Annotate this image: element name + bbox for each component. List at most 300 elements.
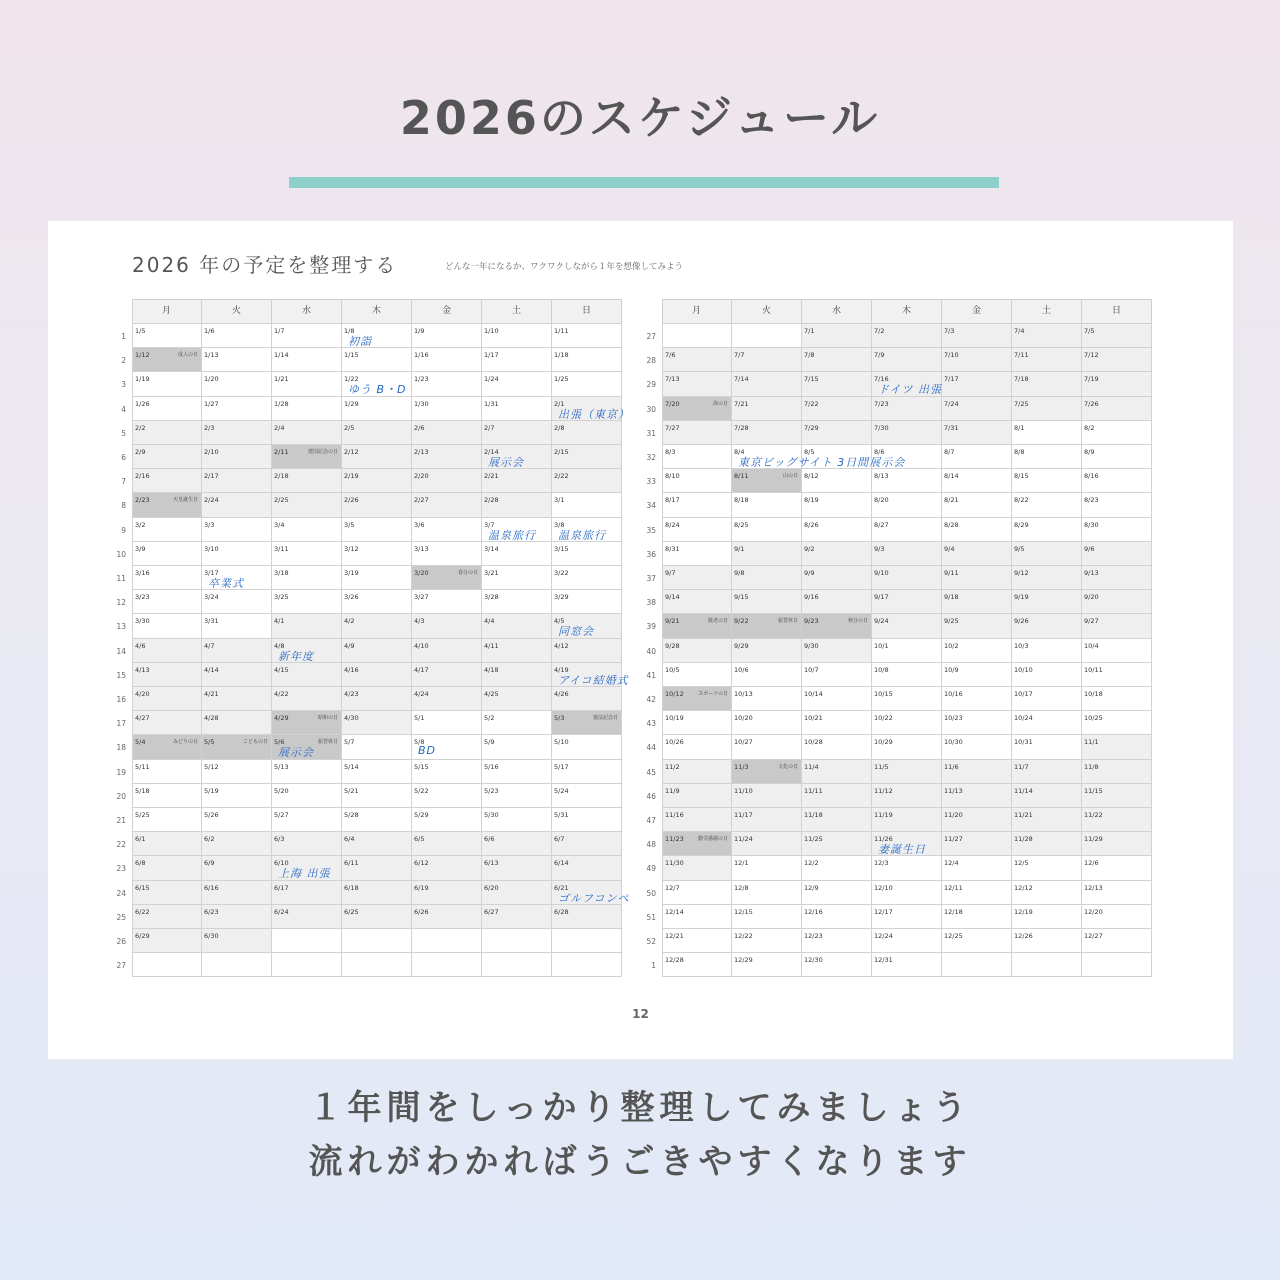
day-cell[interactable] (1082, 832, 1152, 856)
day-cell[interactable] (802, 881, 872, 905)
day-cell[interactable] (1012, 614, 1082, 638)
day-cell[interactable] (802, 372, 872, 396)
day-cell[interactable] (342, 953, 412, 977)
day-cell[interactable] (412, 397, 482, 421)
day-cell[interactable] (802, 687, 872, 711)
day-cell[interactable] (202, 445, 272, 469)
day-cell[interactable] (1082, 881, 1152, 905)
day-cell[interactable] (1082, 348, 1152, 372)
day-cell[interactable] (272, 905, 342, 929)
day-cell[interactable] (202, 493, 272, 517)
day-cell[interactable] (272, 372, 342, 396)
day-cell[interactable] (942, 348, 1012, 372)
day-cell[interactable] (132, 687, 202, 711)
day-cell[interactable] (342, 929, 412, 953)
day-cell[interactable] (482, 929, 552, 953)
day-cell[interactable] (342, 856, 412, 880)
day-cell[interactable] (802, 493, 872, 517)
day-cell[interactable] (732, 348, 802, 372)
day-cell[interactable] (1082, 445, 1152, 469)
day-cell[interactable] (732, 372, 802, 396)
day-cell[interactable] (872, 953, 942, 977)
day-cell[interactable] (1082, 639, 1152, 663)
day-cell[interactable] (202, 760, 272, 784)
day-cell[interactable] (482, 663, 552, 687)
day-cell[interactable] (802, 905, 872, 929)
day-cell[interactable] (1012, 397, 1082, 421)
day-cell[interactable] (202, 590, 272, 614)
day-cell[interactable] (732, 566, 802, 590)
day-cell[interactable] (942, 929, 1012, 953)
day-cell[interactable] (732, 639, 802, 663)
day-cell[interactable] (132, 542, 202, 566)
day-cell[interactable] (412, 614, 482, 638)
day-cell[interactable] (1012, 881, 1082, 905)
day-cell[interactable] (802, 760, 872, 784)
day-cell[interactable] (872, 421, 942, 445)
day-cell[interactable] (662, 614, 732, 638)
day-cell[interactable] (1012, 856, 1082, 880)
day-cell[interactable] (942, 735, 1012, 759)
day-cell[interactable] (132, 518, 202, 542)
day-cell[interactable] (342, 711, 412, 735)
day-cell[interactable] (412, 953, 482, 977)
day-cell[interactable] (1012, 372, 1082, 396)
day-cell[interactable] (732, 832, 802, 856)
day-cell[interactable] (872, 518, 942, 542)
day-cell[interactable] (942, 397, 1012, 421)
day-cell[interactable] (272, 929, 342, 953)
day-cell[interactable] (942, 832, 1012, 856)
day-cell[interactable] (482, 953, 552, 977)
day-cell[interactable] (132, 760, 202, 784)
day-cell[interactable] (1012, 953, 1082, 977)
day-cell[interactable] (552, 929, 622, 953)
day-cell[interactable] (872, 566, 942, 590)
day-cell[interactable] (872, 905, 942, 929)
day-cell[interactable] (552, 760, 622, 784)
day-cell[interactable] (272, 711, 342, 735)
day-cell[interactable] (482, 711, 552, 735)
day-cell[interactable] (552, 808, 622, 832)
day-cell[interactable] (802, 590, 872, 614)
day-cell[interactable] (132, 372, 202, 396)
day-cell[interactable] (202, 929, 272, 953)
day-cell[interactable] (1082, 518, 1152, 542)
day-cell[interactable] (342, 445, 412, 469)
day-cell[interactable] (732, 663, 802, 687)
day-cell[interactable] (732, 542, 802, 566)
day-cell[interactable] (202, 663, 272, 687)
day-cell[interactable] (132, 421, 202, 445)
day-cell[interactable] (732, 711, 802, 735)
day-cell[interactable] (552, 711, 622, 735)
day-cell[interactable] (132, 348, 202, 372)
day-cell[interactable] (552, 687, 622, 711)
day-cell[interactable] (942, 324, 1012, 348)
day-cell[interactable] (482, 542, 552, 566)
day-cell[interactable] (342, 687, 412, 711)
day-cell[interactable] (872, 760, 942, 784)
day-cell[interactable] (132, 639, 202, 663)
day-cell[interactable] (202, 784, 272, 808)
day-cell[interactable] (272, 566, 342, 590)
day-cell[interactable] (412, 542, 482, 566)
day-cell[interactable] (132, 614, 202, 638)
day-cell[interactable] (732, 808, 802, 832)
day-cell[interactable] (942, 881, 1012, 905)
day-cell[interactable] (132, 566, 202, 590)
day-cell[interactable] (1012, 784, 1082, 808)
day-cell[interactable] (872, 469, 942, 493)
day-cell[interactable] (482, 566, 552, 590)
day-cell[interactable] (132, 808, 202, 832)
day-cell[interactable] (342, 614, 412, 638)
day-cell[interactable] (412, 518, 482, 542)
day-cell[interactable] (872, 929, 942, 953)
day-cell[interactable] (802, 348, 872, 372)
day-cell[interactable] (412, 372, 482, 396)
day-cell[interactable] (132, 445, 202, 469)
day-cell[interactable] (412, 639, 482, 663)
day-cell[interactable] (872, 542, 942, 566)
day-cell[interactable] (552, 469, 622, 493)
day-cell[interactable] (732, 397, 802, 421)
day-cell[interactable] (482, 348, 552, 372)
day-cell[interactable] (662, 953, 732, 977)
day-cell[interactable] (272, 493, 342, 517)
day-cell[interactable] (552, 832, 622, 856)
day-cell[interactable] (412, 687, 482, 711)
day-cell[interactable] (662, 372, 732, 396)
day-cell[interactable] (802, 953, 872, 977)
day-cell[interactable] (552, 445, 622, 469)
day-cell[interactable] (272, 687, 342, 711)
day-cell[interactable] (342, 518, 412, 542)
day-cell[interactable] (802, 929, 872, 953)
day-cell[interactable] (412, 760, 482, 784)
day-cell[interactable] (342, 348, 412, 372)
day-cell[interactable] (482, 372, 552, 396)
day-cell[interactable] (1082, 469, 1152, 493)
day-cell[interactable] (662, 348, 732, 372)
day-cell[interactable] (662, 445, 732, 469)
day-cell[interactable] (942, 639, 1012, 663)
day-cell[interactable] (732, 493, 802, 517)
day-cell[interactable] (202, 856, 272, 880)
day-cell[interactable] (802, 324, 872, 348)
day-cell[interactable] (732, 518, 802, 542)
day-cell[interactable] (1082, 421, 1152, 445)
day-cell[interactable] (272, 663, 342, 687)
day-cell[interactable] (872, 856, 942, 880)
day-cell[interactable] (662, 856, 732, 880)
day-cell[interactable] (272, 397, 342, 421)
day-cell[interactable] (942, 663, 1012, 687)
day-cell[interactable] (202, 421, 272, 445)
day-cell[interactable] (942, 542, 1012, 566)
day-cell[interactable] (1082, 542, 1152, 566)
day-cell[interactable] (802, 663, 872, 687)
day-cell[interactable] (662, 542, 732, 566)
day-cell[interactable] (1012, 421, 1082, 445)
day-cell[interactable] (872, 397, 942, 421)
day-cell[interactable] (802, 397, 872, 421)
day-cell[interactable] (802, 469, 872, 493)
day-cell[interactable] (802, 711, 872, 735)
day-cell[interactable] (662, 711, 732, 735)
day-cell[interactable] (732, 760, 802, 784)
day-cell[interactable] (1082, 372, 1152, 396)
day-cell[interactable] (662, 808, 732, 832)
day-cell[interactable] (412, 881, 482, 905)
day-cell[interactable] (872, 784, 942, 808)
day-cell[interactable] (872, 663, 942, 687)
day-cell[interactable] (202, 397, 272, 421)
day-cell[interactable] (342, 493, 412, 517)
day-cell[interactable] (662, 832, 732, 856)
day-cell[interactable] (482, 397, 552, 421)
day-cell[interactable] (132, 953, 202, 977)
day-cell[interactable] (202, 687, 272, 711)
day-cell[interactable] (552, 784, 622, 808)
day-cell[interactable] (202, 542, 272, 566)
day-cell[interactable] (1082, 784, 1152, 808)
day-cell[interactable] (202, 469, 272, 493)
day-cell[interactable] (342, 735, 412, 759)
day-cell[interactable] (342, 566, 412, 590)
day-cell[interactable] (1012, 639, 1082, 663)
day-cell[interactable] (482, 324, 552, 348)
day-cell[interactable] (802, 784, 872, 808)
day-cell[interactable] (132, 711, 202, 735)
day-cell[interactable] (342, 881, 412, 905)
day-cell[interactable] (662, 324, 732, 348)
day-cell[interactable] (552, 735, 622, 759)
day-cell[interactable] (1012, 445, 1082, 469)
day-cell[interactable] (552, 348, 622, 372)
day-cell[interactable] (132, 905, 202, 929)
day-cell[interactable] (482, 808, 552, 832)
day-cell[interactable] (942, 469, 1012, 493)
day-cell[interactable] (1012, 929, 1082, 953)
day-cell[interactable] (942, 421, 1012, 445)
day-cell[interactable] (1082, 735, 1152, 759)
day-cell[interactable] (202, 953, 272, 977)
day-cell[interactable] (482, 469, 552, 493)
day-cell[interactable] (1012, 348, 1082, 372)
day-cell[interactable] (272, 832, 342, 856)
day-cell[interactable] (732, 881, 802, 905)
day-cell[interactable] (1012, 687, 1082, 711)
day-cell[interactable] (272, 784, 342, 808)
day-cell[interactable] (412, 832, 482, 856)
day-cell[interactable] (482, 881, 552, 905)
day-cell[interactable] (482, 590, 552, 614)
day-cell[interactable] (1082, 397, 1152, 421)
day-cell[interactable] (202, 735, 272, 759)
day-cell[interactable] (662, 639, 732, 663)
day-cell[interactable] (412, 590, 482, 614)
day-cell[interactable] (732, 953, 802, 977)
day-cell[interactable] (132, 881, 202, 905)
day-cell[interactable] (1082, 856, 1152, 880)
day-cell[interactable] (1082, 590, 1152, 614)
day-cell[interactable] (662, 784, 732, 808)
day-cell[interactable] (942, 518, 1012, 542)
day-cell[interactable] (272, 542, 342, 566)
day-cell[interactable] (342, 905, 412, 929)
day-cell[interactable] (132, 493, 202, 517)
day-cell[interactable] (662, 469, 732, 493)
day-cell[interactable] (1012, 663, 1082, 687)
day-cell[interactable] (272, 445, 342, 469)
day-cell[interactable] (732, 856, 802, 880)
day-cell[interactable] (1082, 760, 1152, 784)
day-cell[interactable] (1082, 614, 1152, 638)
day-cell[interactable] (802, 542, 872, 566)
day-cell[interactable] (732, 421, 802, 445)
day-cell[interactable] (202, 711, 272, 735)
day-cell[interactable] (1082, 687, 1152, 711)
day-cell[interactable] (482, 784, 552, 808)
day-cell[interactable] (412, 421, 482, 445)
day-cell[interactable] (732, 324, 802, 348)
day-cell[interactable] (552, 639, 622, 663)
day-cell[interactable] (272, 421, 342, 445)
day-cell[interactable] (1012, 735, 1082, 759)
day-cell[interactable] (482, 614, 552, 638)
day-cell[interactable] (412, 566, 482, 590)
day-cell[interactable] (732, 687, 802, 711)
day-cell[interactable] (1012, 590, 1082, 614)
day-cell[interactable] (662, 397, 732, 421)
day-cell[interactable] (482, 760, 552, 784)
day-cell[interactable] (802, 735, 872, 759)
day-cell[interactable] (342, 784, 412, 808)
day-cell[interactable] (872, 324, 942, 348)
day-cell[interactable] (732, 784, 802, 808)
day-cell[interactable] (132, 784, 202, 808)
day-cell[interactable] (942, 856, 1012, 880)
day-cell[interactable] (942, 566, 1012, 590)
day-cell[interactable] (132, 590, 202, 614)
day-cell[interactable] (662, 929, 732, 953)
day-cell[interactable] (412, 808, 482, 832)
day-cell[interactable] (732, 735, 802, 759)
day-cell[interactable] (132, 397, 202, 421)
day-cell[interactable] (942, 614, 1012, 638)
day-cell[interactable] (202, 905, 272, 929)
day-cell[interactable] (1012, 493, 1082, 517)
day-cell[interactable] (202, 324, 272, 348)
day-cell[interactable] (802, 421, 872, 445)
day-cell[interactable] (482, 687, 552, 711)
day-cell[interactable] (552, 493, 622, 517)
day-cell[interactable] (552, 856, 622, 880)
day-cell[interactable] (342, 760, 412, 784)
day-cell[interactable] (942, 590, 1012, 614)
day-cell[interactable] (1082, 953, 1152, 977)
day-cell[interactable] (802, 566, 872, 590)
day-cell[interactable] (482, 905, 552, 929)
day-cell[interactable] (942, 808, 1012, 832)
day-cell[interactable] (342, 663, 412, 687)
day-cell[interactable] (272, 808, 342, 832)
day-cell[interactable] (412, 929, 482, 953)
day-cell[interactable] (412, 905, 482, 929)
day-cell[interactable] (662, 735, 732, 759)
day-cell[interactable] (942, 953, 1012, 977)
day-cell[interactable] (662, 493, 732, 517)
day-cell[interactable] (552, 590, 622, 614)
day-cell[interactable] (662, 421, 732, 445)
day-cell[interactable] (732, 469, 802, 493)
day-cell[interactable] (662, 566, 732, 590)
day-cell[interactable] (1012, 760, 1082, 784)
day-cell[interactable] (1012, 518, 1082, 542)
day-cell[interactable] (202, 832, 272, 856)
day-cell[interactable] (872, 348, 942, 372)
day-cell[interactable] (552, 324, 622, 348)
day-cell[interactable] (482, 639, 552, 663)
day-cell[interactable] (942, 760, 1012, 784)
day-cell[interactable] (1082, 663, 1152, 687)
day-cell[interactable] (132, 929, 202, 953)
day-cell[interactable] (412, 348, 482, 372)
day-cell[interactable] (1082, 493, 1152, 517)
day-cell[interactable] (1082, 905, 1152, 929)
day-cell[interactable] (202, 518, 272, 542)
day-cell[interactable] (202, 614, 272, 638)
day-cell[interactable] (942, 711, 1012, 735)
day-cell[interactable] (412, 469, 482, 493)
day-cell[interactable] (342, 421, 412, 445)
day-cell[interactable] (272, 614, 342, 638)
day-cell[interactable] (732, 905, 802, 929)
day-cell[interactable] (482, 856, 552, 880)
day-cell[interactable] (552, 566, 622, 590)
day-cell[interactable] (132, 856, 202, 880)
day-cell[interactable] (872, 614, 942, 638)
day-cell[interactable] (942, 687, 1012, 711)
day-cell[interactable] (662, 905, 732, 929)
day-cell[interactable] (342, 832, 412, 856)
day-cell[interactable] (552, 542, 622, 566)
day-cell[interactable] (552, 372, 622, 396)
day-cell[interactable] (872, 639, 942, 663)
day-cell[interactable] (342, 397, 412, 421)
day-cell[interactable] (552, 421, 622, 445)
day-cell[interactable] (272, 324, 342, 348)
day-cell[interactable] (202, 881, 272, 905)
day-cell[interactable] (942, 445, 1012, 469)
day-cell[interactable] (412, 493, 482, 517)
day-cell[interactable] (872, 687, 942, 711)
day-cell[interactable] (1012, 542, 1082, 566)
day-cell[interactable] (662, 760, 732, 784)
day-cell[interactable] (802, 614, 872, 638)
day-cell[interactable] (872, 493, 942, 517)
day-cell[interactable] (942, 784, 1012, 808)
day-cell[interactable] (872, 711, 942, 735)
day-cell[interactable] (662, 663, 732, 687)
day-cell[interactable] (1082, 929, 1152, 953)
day-cell[interactable] (412, 324, 482, 348)
day-cell[interactable] (202, 639, 272, 663)
day-cell[interactable] (482, 493, 552, 517)
day-cell[interactable] (1012, 324, 1082, 348)
